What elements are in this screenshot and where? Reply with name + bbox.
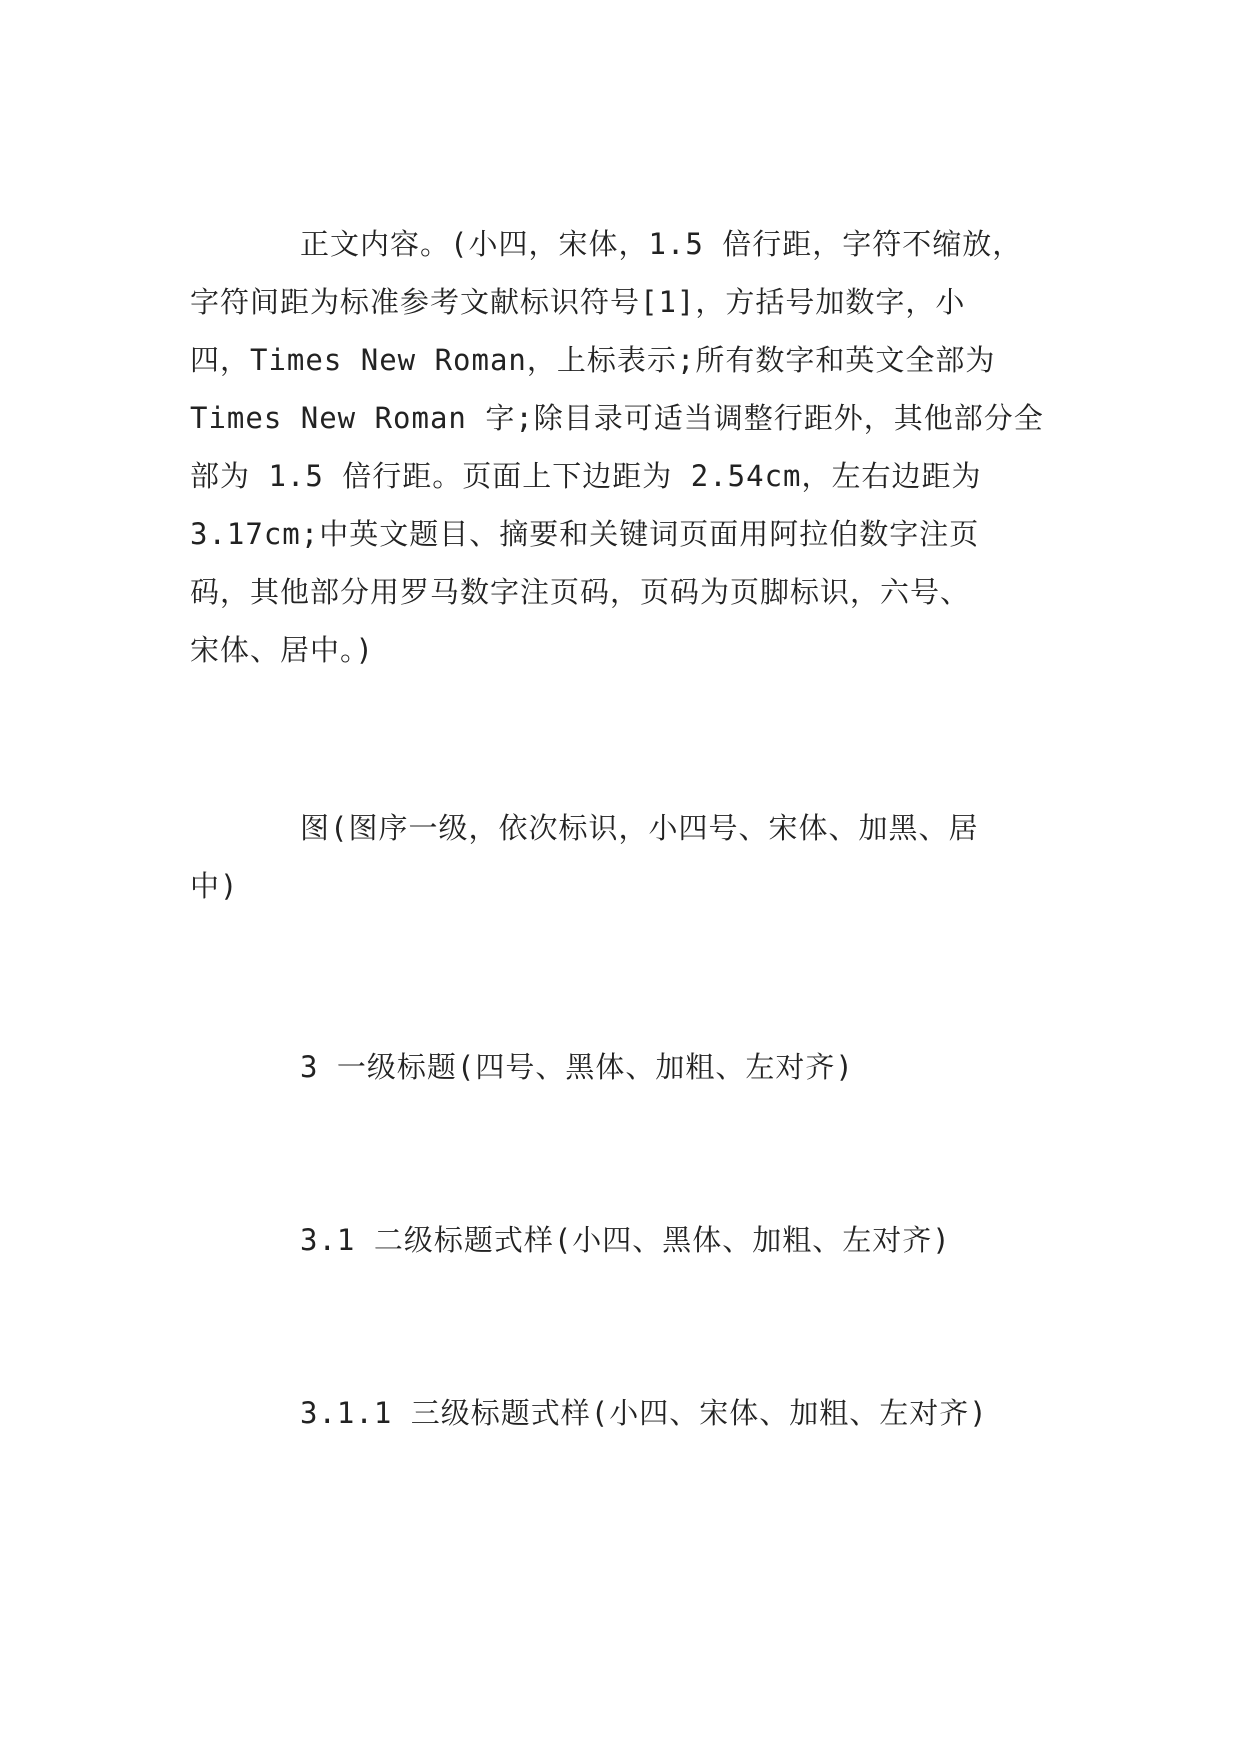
heading-level-2-text: 3.1 二级标题式样(小四、黑体、加粗、左对齐)	[300, 1223, 951, 1257]
caption-line: 中)	[190, 869, 239, 903]
body-line: 字符间距为标准参考文献标识符号[1]，方括号加数字，小	[190, 285, 966, 319]
body-line: 部为 1.5 倍行距。页面上下边距为 2.54cm，左右边距为	[190, 459, 982, 493]
heading-level-1-text: 3 一级标题(四号、黑体、加粗、左对齐)	[300, 1050, 854, 1084]
body-line: 正文内容。(小四，宋体，1.5 倍行距，字符不缩放，	[300, 227, 1023, 261]
body-line: 四，Times New Roman，上标表示;所有数字和英文全部为	[190, 343, 996, 377]
body-line: Times New Roman 字;除目录可适当调整行距外，其他部分全	[190, 401, 1044, 435]
heading-level-3	[190, 1384, 1070, 1442]
body-line: 码，其他部分用罗马数字注页码，页码为页脚标识，六号、	[190, 575, 971, 609]
figure-caption	[190, 799, 1070, 915]
heading-level-2	[190, 1211, 1070, 1269]
body-paragraph	[190, 215, 1070, 679]
heading-level-1	[190, 1038, 1070, 1096]
body-line: 3.17cm;中英文题目、摘要和关键词页面用阿拉伯数字注页	[190, 517, 980, 551]
heading-level-3-text: 3.1.1 三级标题式样(小四、宋体、加粗、左对齐)	[300, 1396, 988, 1430]
caption-line: 图(图序一级，依次标识，小四号、宋体、加黑、居	[300, 811, 979, 845]
body-line: 宋体、居中。)	[190, 633, 374, 667]
